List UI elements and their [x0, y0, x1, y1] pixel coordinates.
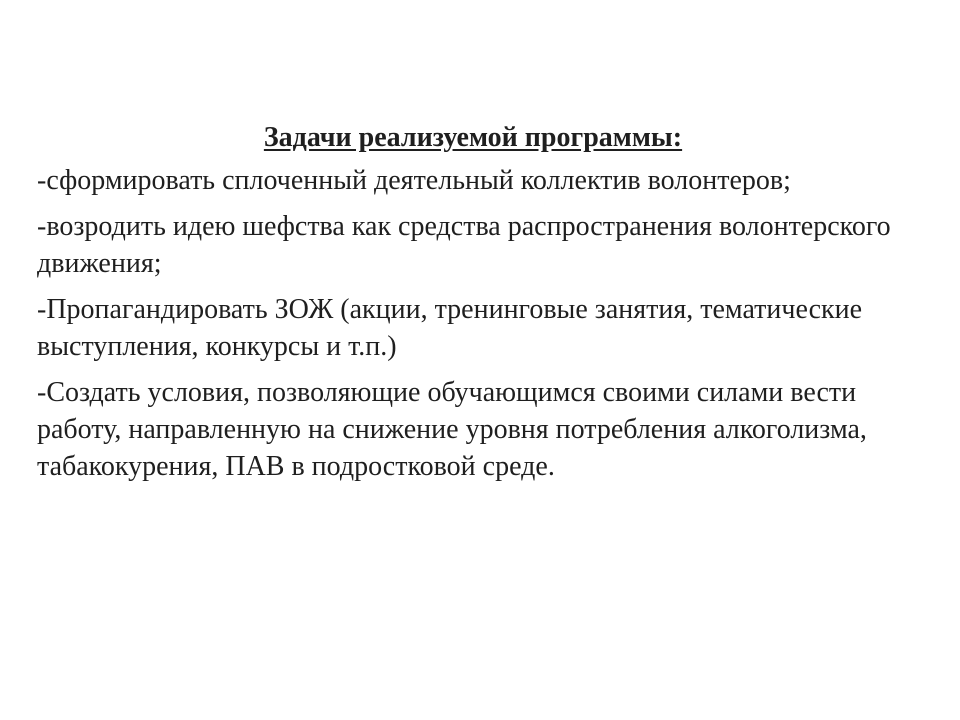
task-item-2: -возродить идею шефства как средства распространения волонтерского движения;: [37, 211, 891, 279]
task-item-1: -сформировать сплоченный деятельный коллектив волонтеров;: [37, 165, 791, 196]
task-item-3: -Пропагандировать ЗОЖ (акции, тренинговые занятия, тематические выступления, конкурсы и т.п.): [37, 294, 863, 362]
task-list: [37, 162, 917, 494]
slide-title: Задачи реализуемой программы:: [263, 122, 683, 153]
task-item-4: -Создать условия, позволяющие обучающимся своими силами вести работу, направленную на снижение уровня потребления алкоголизма, табакокурения, ПАВ в подростковой среде.: [37, 377, 867, 482]
